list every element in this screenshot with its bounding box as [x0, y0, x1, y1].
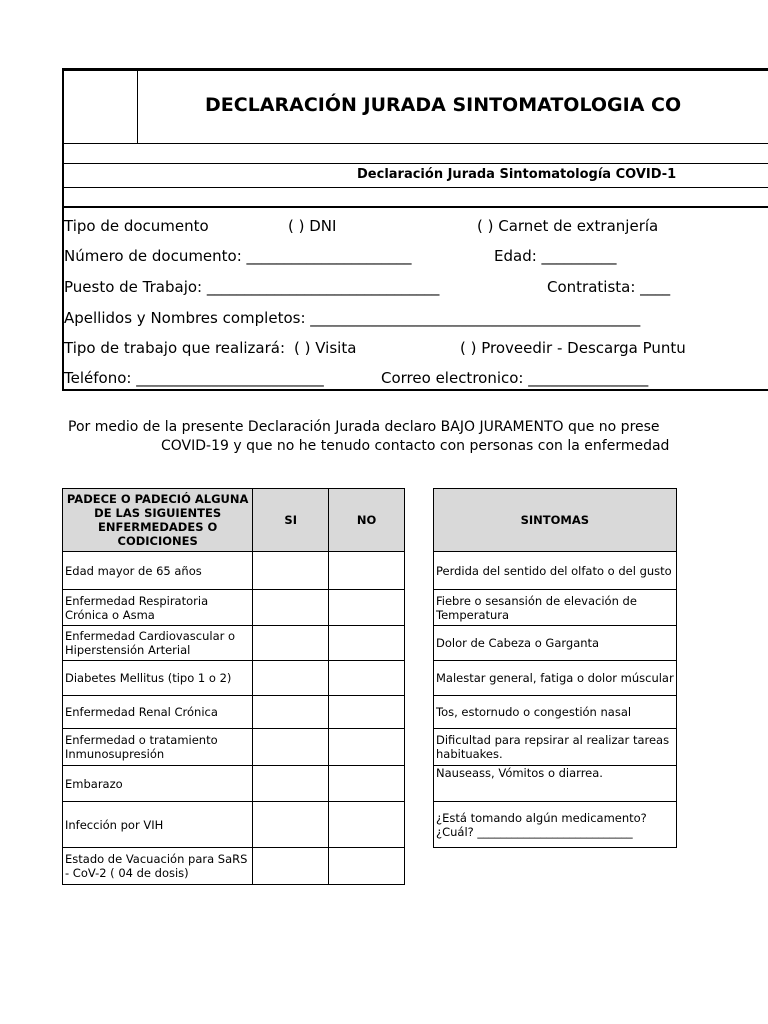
- condition-label: Estado de Vacuación para SaRS - CoV-2 ( 04 de dosis): [63, 848, 253, 885]
- condition-label: Edad mayor de 65 años: [63, 552, 253, 590]
- contractor-field[interactable]: Contratista: ____: [547, 278, 671, 296]
- email-field[interactable]: Correo electronico: ________________: [381, 369, 649, 387]
- doc-type-label: Tipo de documento: [64, 217, 209, 235]
- table-row: [63, 848, 405, 885]
- document-subtitle: Declaración Jurada Sintomatología COVID-1: [357, 167, 677, 182]
- si-checkbox-cell[interactable]: [253, 590, 329, 626]
- full-name-field[interactable]: Apellidos y Nombres completos: ____________________________________________: [64, 309, 641, 327]
- age-field[interactable]: Edad: __________: [494, 247, 617, 265]
- table-row: [434, 590, 677, 626]
- symptom-item[interactable]: Tos, estornudo o congestión nasal: [434, 696, 677, 729]
- job-post-field[interactable]: Puesto de Trabajo: _______________________________: [64, 278, 440, 296]
- si-checkbox-cell[interactable]: [253, 729, 329, 766]
- no-checkbox-cell[interactable]: [329, 552, 405, 590]
- table-row: [63, 590, 405, 626]
- doc-type-dni-option[interactable]: ( ) DNI: [288, 217, 337, 235]
- doc-number-field[interactable]: Número de documento: ______________________: [64, 247, 412, 265]
- condition-label: Diabetes Mellitus (tipo 1 o 2): [63, 661, 253, 696]
- conditions-table: [62, 488, 405, 885]
- table-row: [434, 661, 677, 696]
- work-type-visit-option[interactable]: ( ) Visita: [294, 339, 357, 357]
- fields-bottom-border: [62, 389, 768, 391]
- si-checkbox-cell[interactable]: [253, 626, 329, 661]
- declaration-line-1: Por medio de la presente Declaración Jurada declaro BAJO JURAMENTO que no prese: [68, 419, 660, 435]
- work-type-label: Tipo de trabajo que realizará:: [64, 339, 286, 357]
- subtitle-top-border: [62, 163, 768, 164]
- symptom-item[interactable]: Dolor de Cabeza o Garganta: [434, 626, 677, 661]
- conditions-header: PADECE O PADECIÓ ALGUNA DE LAS SIGUIENTES ENFERMEDADES O CODICIONES: [63, 489, 253, 552]
- fields-top-border: [62, 206, 768, 208]
- phone-field[interactable]: Teléfono: _________________________: [64, 369, 324, 387]
- no-checkbox-cell[interactable]: [329, 848, 405, 885]
- no-checkbox-cell[interactable]: [329, 766, 405, 802]
- symptoms-header: SINTOMAS: [434, 489, 677, 552]
- col-si-header: SI: [253, 489, 329, 552]
- si-checkbox-cell[interactable]: [253, 766, 329, 802]
- table-row: [63, 729, 405, 766]
- subtitle-bottom-border: [62, 187, 768, 188]
- no-checkbox-cell[interactable]: [329, 661, 405, 696]
- no-checkbox-cell[interactable]: [329, 590, 405, 626]
- condition-label: Embarazo: [63, 766, 253, 802]
- si-checkbox-cell[interactable]: [253, 696, 329, 729]
- table-row: [434, 696, 677, 729]
- symptom-item[interactable]: Fiebre o sesansión de elevación de Temperatura: [434, 590, 677, 626]
- table-row: [434, 626, 677, 661]
- condition-label: Enfermedad Respiratoria Crónica o Asma: [63, 590, 253, 626]
- declaration-line-2: COVID-19 y que no he tenudo contacto con personas con la enfermedad: [161, 438, 670, 454]
- title-bottom-border: [62, 143, 768, 144]
- table-row: [63, 766, 405, 802]
- table-row: [63, 626, 405, 661]
- si-checkbox-cell[interactable]: [253, 552, 329, 590]
- doc-type-carnet-option[interactable]: ( ) Carnet de extranjería: [477, 217, 659, 235]
- no-checkbox-cell[interactable]: [329, 696, 405, 729]
- symptom-item[interactable]: ¿Está tomando algún medicamento? ¿Cuál? ___________________________: [434, 802, 677, 848]
- no-checkbox-cell[interactable]: [329, 626, 405, 661]
- symptom-item[interactable]: Perdida del sentido del olfato o del gusto: [434, 552, 677, 590]
- logo-cell-divider: [137, 70, 138, 144]
- table-row: [63, 552, 405, 590]
- no-checkbox-cell[interactable]: [329, 729, 405, 766]
- table-row: [63, 696, 405, 729]
- table-row: [434, 802, 677, 848]
- si-checkbox-cell[interactable]: [253, 802, 329, 848]
- table-row: [434, 729, 677, 766]
- header-top-border: [62, 68, 768, 71]
- table-row: [63, 661, 405, 696]
- condition-label: Infección por VIH: [63, 802, 253, 848]
- document-title: DECLARACIÓN JURADA SINTOMATOLOGIA CO: [205, 94, 682, 116]
- symptom-item[interactable]: Malestar general, fatiga o dolor múscular: [434, 661, 677, 696]
- condition-label: Enfermedad Cardiovascular o Hiperstensión Arterial: [63, 626, 253, 661]
- table-row: [434, 766, 677, 802]
- symptom-item[interactable]: Nauseass, Vómitos o diarrea.: [434, 766, 677, 802]
- si-checkbox-cell[interactable]: [253, 661, 329, 696]
- condition-label: Enfermedad Renal Crónica: [63, 696, 253, 729]
- symptom-item[interactable]: Dificultad para repsirar al realizar tareas habituakes.: [434, 729, 677, 766]
- condition-label: Enfermedad o tratamiento Inmunosupresión: [63, 729, 253, 766]
- table-row: [434, 552, 677, 590]
- symptoms-table: [433, 488, 677, 848]
- work-type-supply-option[interactable]: ( ) Proveedir - Descarga Puntu: [460, 339, 686, 357]
- no-checkbox-cell[interactable]: [329, 802, 405, 848]
- table-row: [63, 802, 405, 848]
- col-no-header: NO: [329, 489, 405, 552]
- si-checkbox-cell[interactable]: [253, 848, 329, 885]
